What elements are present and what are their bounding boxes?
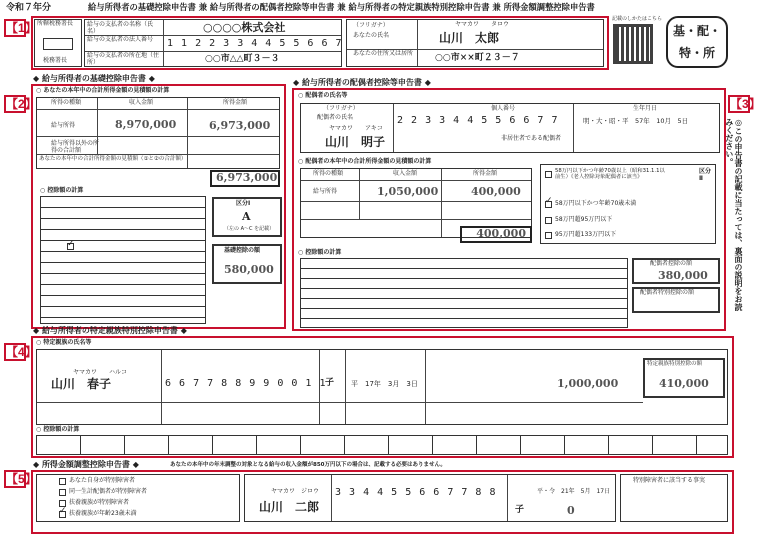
- spouse-opt1: 58万円以下かつ年齢70歳以上（昭和31.1.1以前生）《老人控除対象配偶者に該当》: [555, 168, 665, 181]
- tokutei-calc-title: ○ 控除額の計算: [36, 426, 80, 433]
- shotoku-opt3: 扶養親族が特別障害者: [69, 499, 130, 506]
- tax-office-label: 所轄税務署長: [37, 20, 74, 27]
- spouse-options-box: [540, 164, 716, 244]
- spouse-special-label: 配偶者特別控除の額: [640, 289, 695, 296]
- employee-name[interactable]: 山川 太郎: [439, 31, 500, 45]
- employee-address-label: あなたの住所又は居所: [353, 50, 414, 57]
- region-label-2: 【2】: [6, 97, 37, 111]
- form-year: 令和７年分: [6, 3, 52, 13]
- shotoku-opt1: あなた自身が特別障害者: [69, 477, 136, 484]
- shotoku-income[interactable]: 0: [567, 504, 575, 517]
- spouse-row1-amount[interactable]: 400,000: [471, 185, 521, 198]
- tokutei-deduction-label: 特定親族特別控除の額: [647, 361, 703, 367]
- basic-row2-label: 給与所得以外の所得の合計額: [51, 140, 100, 154]
- shotoku-note: あなたの本年中の年末調整の対象となる給与の収入金額が850万円以下の場合は、記載する必要はありません。: [170, 462, 446, 468]
- spouse-deduction-box: [632, 258, 720, 284]
- employee-furigana[interactable]: ヤマカワ タロウ: [455, 21, 510, 28]
- employee-name-label: あなたの氏名: [353, 32, 390, 39]
- region-label-5: 【5】: [6, 472, 37, 486]
- basic-col-income: 収入金額: [129, 99, 154, 106]
- form-stamp-text: 基・配・特・所: [672, 24, 721, 60]
- shotoku-person-table: [244, 474, 616, 522]
- form-stamp: [666, 16, 728, 68]
- shotoku-special-title: 特別障害者に該当する事実: [633, 477, 706, 484]
- spouse-col-amount: 所得金額: [473, 170, 498, 177]
- tokutei-birth[interactable]: 平 17年 3月 3日: [351, 380, 418, 388]
- spouse-total[interactable]: 400,000: [460, 226, 532, 243]
- spouse-estimate-title: ○ 配偶者の本年中の合計所得金額の見積額の計算: [298, 158, 432, 165]
- region-label-4: 【4】: [6, 345, 37, 359]
- basic-estimate-table: [36, 97, 280, 169]
- tax-office-field[interactable]: [43, 38, 73, 50]
- spouse-opt1-check[interactable]: [545, 171, 552, 178]
- shotoku-opt4-checkmark-icon: ✓: [59, 506, 67, 516]
- qr-note: 記載のしかたはこちら: [612, 16, 663, 22]
- shotoku-birth[interactable]: 平・令 21年 5月 17日: [537, 488, 611, 495]
- spouse-opt4: 95万円超133万円以下: [555, 231, 617, 238]
- spouse-furigana[interactable]: ヤマカワ アキコ: [329, 125, 383, 132]
- spouse-opt2-checkmark-icon: ✓: [545, 196, 553, 206]
- shotoku-furigana[interactable]: ヤマカワ ジロウ: [271, 488, 320, 495]
- employee-box: [346, 19, 604, 67]
- payer-name-label: 給与の支払者の名称（氏名）: [87, 21, 154, 35]
- region-label-3: 【3】: [730, 97, 761, 111]
- tokutei-deduction-box: [643, 358, 725, 398]
- spouse-special-box: [632, 287, 720, 313]
- spouse-row1-label: 給与所得: [313, 188, 338, 195]
- tokutei-table: [36, 349, 728, 425]
- payer-number-label: 給与の支払者の法人番号: [87, 36, 154, 43]
- payer-box: [84, 19, 342, 67]
- basic-estimate-title: ○ あなたの本年中の合計所得金額の見積額の計算: [36, 87, 170, 94]
- basic-deduction-value[interactable]: 580,000: [224, 263, 274, 276]
- basic-kubun-box: [212, 197, 282, 237]
- shotoku-title: ◆ 所得金額調整控除申告書 ◆: [33, 460, 139, 469]
- shotoku-opt1-check[interactable]: [59, 478, 66, 485]
- basic-total[interactable]: 6,973,000: [210, 170, 280, 187]
- spouse-row1-income[interactable]: 1,050,000: [377, 185, 439, 198]
- region-label-1: 【1】: [6, 21, 37, 35]
- spouse-deduction-value[interactable]: 380,000: [658, 269, 708, 282]
- shotoku-special-box: [620, 474, 728, 522]
- basic-kubun-value[interactable]: A: [242, 210, 251, 223]
- basic-calc-title: ○ 控除額の計算: [40, 187, 84, 194]
- basic-title: ◆ 給与所得者の基礎控除申告書 ◆: [33, 74, 155, 83]
- qr-code-icon[interactable]: [613, 24, 653, 64]
- payer-address[interactable]: ○○市△△町３－３: [205, 54, 280, 64]
- shotoku-options: [36, 474, 240, 522]
- spouse-info-table: [300, 103, 720, 153]
- spouse-nonres-label: 非居住者である配偶者: [501, 135, 562, 142]
- form-title: 給与所得者の基礎控除申告書 兼 給与所得者の配偶者控除等申告書 兼 給与所得者の特定親族特別控除申告書 兼 所得金額調整控除申告書: [88, 2, 595, 12]
- tokutei-deduction[interactable]: 410,000: [659, 377, 709, 390]
- payer-number[interactable]: 1 1 2 2 3 3 4 4 5 5 6 6 7: [167, 38, 343, 49]
- shotoku-opt2: 同一生計配偶者が特別障害者: [69, 488, 148, 495]
- spouse-furigana-label: （フリガナ）: [323, 105, 359, 112]
- basic-calc-table: [40, 196, 206, 324]
- shotoku-name[interactable]: 山川 二郎: [259, 500, 320, 514]
- basic-row1-income[interactable]: 8,970,000: [115, 118, 177, 131]
- payer-name[interactable]: ○○○○株式会社: [203, 21, 286, 34]
- employee-address[interactable]: ○○市××町２３－７: [435, 53, 520, 63]
- spouse-deduction-label: 配偶者控除の額: [650, 260, 693, 267]
- shotoku-number[interactable]: 3 3 4 4 5 5 6 6 7 7 8 8: [335, 487, 497, 498]
- basic-row1-label: 給与所得: [51, 122, 76, 129]
- basic-kubun-label: 区分Ⅰ: [236, 200, 251, 207]
- spouse-name[interactable]: 山川 明子: [325, 135, 386, 149]
- basic-total-label: あなたの本年中の合計所得金額の見積額（①と②の合計額）: [39, 156, 187, 162]
- spouse-info-title: ○ 配偶者の氏名等: [298, 92, 348, 99]
- side-note: ◎この申告書の記載に当たっては、裏面の説明をお読みください。: [724, 118, 743, 311]
- basic-col-amount: 所得金額: [223, 99, 248, 106]
- tax-office-box: [34, 19, 82, 67]
- spouse-col-kind: 所得の種類: [313, 170, 344, 177]
- payer-address-label: 給与の支払者の所在地（住所）: [87, 52, 160, 66]
- spouse-kubun2: 区分Ⅱ: [699, 168, 712, 182]
- spouse-calc-table: [300, 258, 628, 328]
- spouse-opt3: 58万円超95万円以下: [555, 216, 613, 223]
- spouse-birth[interactable]: 明・大・昭・平 57年 10月 5日: [583, 117, 689, 125]
- basic-calc-checkmark-icon: ✓: [67, 239, 75, 249]
- basic-col-kind: 所得の種類: [51, 99, 82, 106]
- tokutei-furigana[interactable]: ヤマカワ ハルコ: [73, 369, 128, 376]
- spouse-opt4-check[interactable]: [545, 232, 552, 239]
- basic-kubun-note: （左の A～C を記載）: [224, 226, 275, 232]
- spouse-title: ◆ 給与所得者の配偶者控除等申告書 ◆: [293, 78, 431, 87]
- spouse-birth-label: 生年月日: [633, 105, 658, 112]
- shotoku-opt2-check[interactable]: [59, 489, 66, 496]
- shotoku-relation[interactable]: 子: [515, 505, 525, 515]
- spouse-calc-title: ○ 控除額の計算: [298, 249, 342, 256]
- basic-deduction-label: 基礎控除の額: [224, 247, 261, 254]
- tokutei-title: ◆ 給与所得者の特定親族特別控除申告書 ◆: [33, 326, 187, 335]
- spouse-name-label: 配偶者の氏名: [317, 114, 354, 121]
- tokutei-number[interactable]: 6 6 7 7 8 8 9 9 0 0 1 1: [165, 378, 327, 389]
- spouse-number-label: 個人番号: [491, 105, 516, 112]
- spouse-number[interactable]: 2 2 3 3 4 4 5 5 6 6 7 7: [397, 115, 559, 126]
- shotoku-opt4: 扶養親族が年齢23歳未満: [69, 510, 137, 517]
- tokutei-calc-table: [36, 435, 728, 455]
- spouse-opt3-check[interactable]: [545, 217, 552, 224]
- employee-furigana-label: （フリガナ）: [353, 22, 389, 29]
- tokutei-income[interactable]: 1,000,000: [557, 377, 619, 390]
- basic-deduction-box: [212, 244, 282, 284]
- tokutei-name[interactable]: 山川 春子: [51, 377, 112, 391]
- spouse-col-income: 収入金額: [393, 170, 418, 177]
- tokutei-sub-title: ○ 特定親族の氏名等: [36, 339, 92, 346]
- tax-office-label-2: 税務署長: [43, 57, 68, 64]
- basic-row1-amount[interactable]: 6,973,000: [209, 119, 271, 132]
- spouse-opt2: 58万円以下かつ年齢70歳未満: [555, 200, 637, 207]
- tokutei-relation[interactable]: 子: [325, 378, 335, 388]
